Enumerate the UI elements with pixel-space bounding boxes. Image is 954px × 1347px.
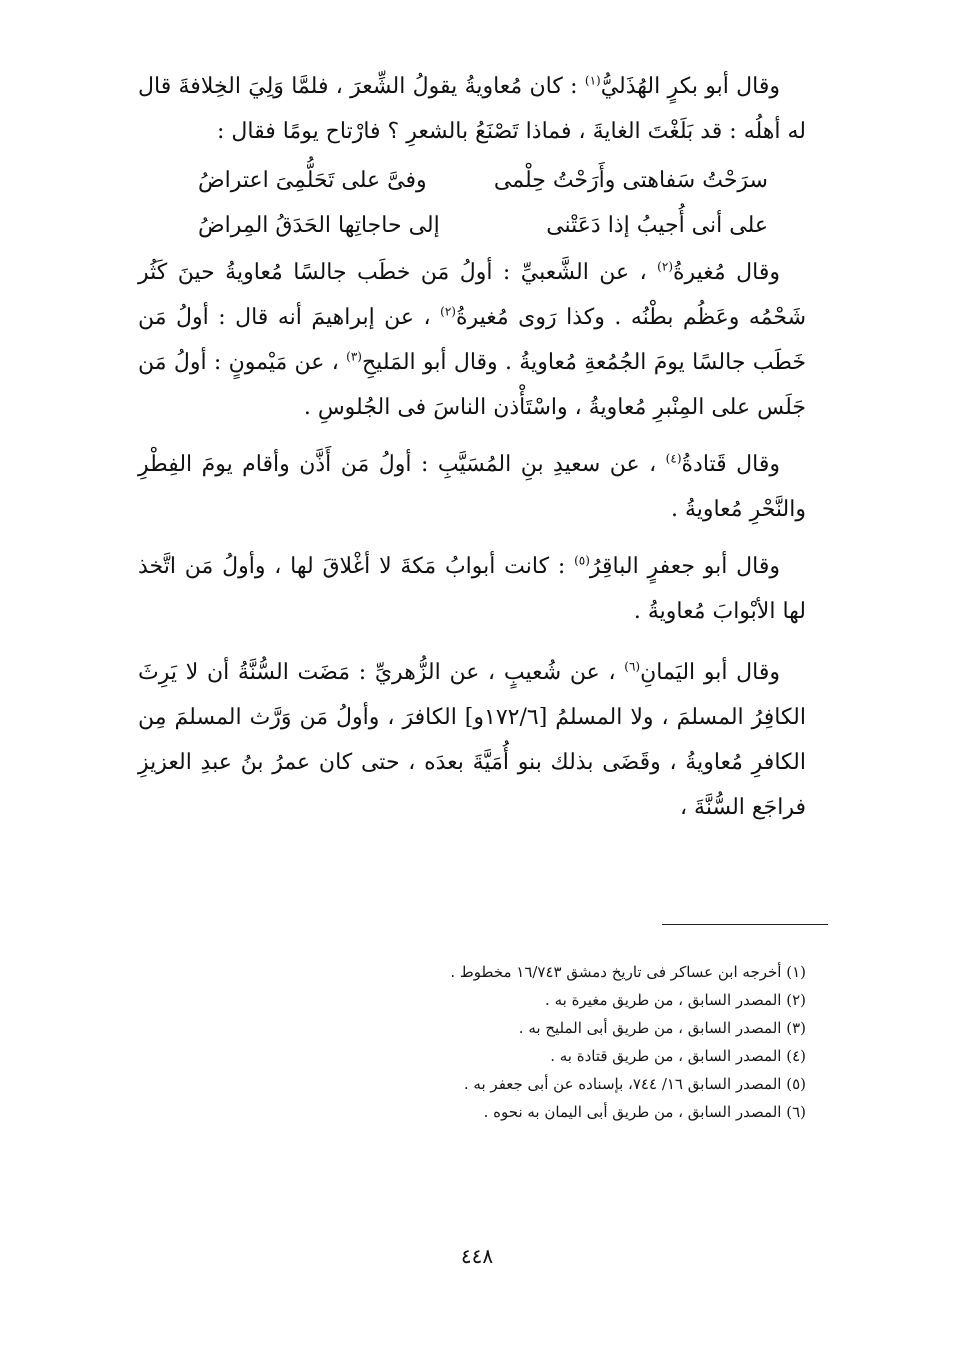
verse-line [138,158,806,203]
footnote: (١) أخرجه ابن عساكر فى تاريخ دمشق ١٦/٧٤٣ مخطوط . [450,963,806,981]
verse-second-hemistich: إلى حاجاتِها الحَدَقُ المِراضُ [198,213,440,238]
footnote-marker-4: (٤) [665,451,682,466]
verse-line [138,203,806,248]
footnote-marker-2: (٢) [657,259,673,274]
footnote-divider [662,924,828,925]
paragraph-text: ، عن سعيدِ بنِ المُسَيَّبِ : أولُ مَن أَذَّن وأقام يومَ الفِطْرِ والنَّحْرِ مُعاويةُ . [138,452,806,522]
main-text [138,64,806,830]
paragraph-text: ، عن الشَّعبيِّ : أولُ مَن خطَب جالسًا مُعاويةُ حينَ كَثُر شَحْمُه وعَظُم بطْنُه . وكذا رَوى مُغيرةُ [138,260,806,330]
paragraph-intro: وقال أبو بكرٍ الهُذَليُّ [600,74,780,99]
verse-first-hemistich: على أنى أُجيبُ إذا دَعَتْنى [546,213,768,238]
paragraph-text: : كان مُعاويةُ يقولُ الشِّعرَ ، فلمَّا وَلِيَ الخِلافةَ قال له أهلُه : قد بَلَغْتَ الغايةَ ، فماذا تَصْنَعُ بالشعرِ ؟ فارْتاح يومًا فقال : [138,74,806,144]
paragraph-text: ، عن شُعيبٍ ، عن الزُّهريِّ : مَضَت السُّنَّةُ أن لا يَرِثَ الكافِرُ المسلمَ ، ولا المسلمُ [١٧٢/٦و] الكافرَ ، وأولُ مَن وَرَّث المسلمَ مِن الكافرِ مُعاويةُ ، وقَضَى بذلك بنو أُمَيَّةَ بعدَه ، حتى كان عمرُ بنُ عبدِ العزيزِ فراجَع السُّنَّةَ ، [138,660,806,820]
footnote-marker-3: (٣) [346,349,362,364]
poem-verses [138,158,806,248]
footnote: (٦) المصدر السابق ، من طريق أبى اليمان به نحوه . [483,1103,806,1121]
paragraph-qatada [138,442,806,532]
paragraph-text: وقال مُغيرةُ [673,260,780,285]
paragraph-baqir [138,544,806,634]
verse-first-hemistich: سرَحْتُ سَفاهتى وأَرَحْتُ حِلْمى [493,168,768,193]
paragraph-hudhali [138,64,806,154]
paragraph-intro: وقال أبو جعفرٍ الباقِرُ [589,554,780,579]
verse-second-hemistich: وفىَّ على تَحَلُّمِىَ اعتراضُ [198,168,427,193]
paragraph-text: ، عن إبراهيمَ أنه قال : أولُ مَن خَطَب جالسًا يومَ الجُمُعةِ مُعاويةُ . وقال أبو المَليحِ [138,305,806,375]
footnotes [138,958,806,1126]
footnote: (٥) المصدر السابق ١٦/ ٧٤٤، بإسناده عن أبى جعفر به . [463,1075,806,1093]
footnote-marker-1: (١) [584,73,601,88]
footnote-marker-5: (٥) [574,553,590,568]
footnote: (٤) المصدر السابق ، من طريق قتادة به . [550,1047,806,1065]
footnote-marker-2: (٢) [440,304,456,319]
paragraph-intro: وقال أبو اليَمانِ [640,660,781,685]
footnote: (٣) المصدر السابق ، من طريق أبى المليح به . [518,1019,806,1037]
paragraph-mughira [138,250,806,430]
paragraph-text: : كانت أبوابُ مَكةَ لا أغْلاقَ لها ، وأولُ مَن اتَّخذ لها الأبْوابَ مُعاويةُ . [138,554,806,624]
page-number: ٤٤٨ [460,1244,494,1268]
footnote: (٢) المصدر السابق ، من طريق مغيرة به . [545,991,806,1009]
paragraph-abu-alyaman [138,650,806,830]
paragraph-text: ، عن مَيْمونٍ : أولُ مَن جَلَس على المِنْبرِ مُعاويةُ ، واسْتَأْذن الناسَ فى الجُلوسِ . [138,350,806,420]
paragraph-intro: وقال قَتادةُ [681,452,780,477]
footnote-marker-6: (٦) [624,659,641,674]
